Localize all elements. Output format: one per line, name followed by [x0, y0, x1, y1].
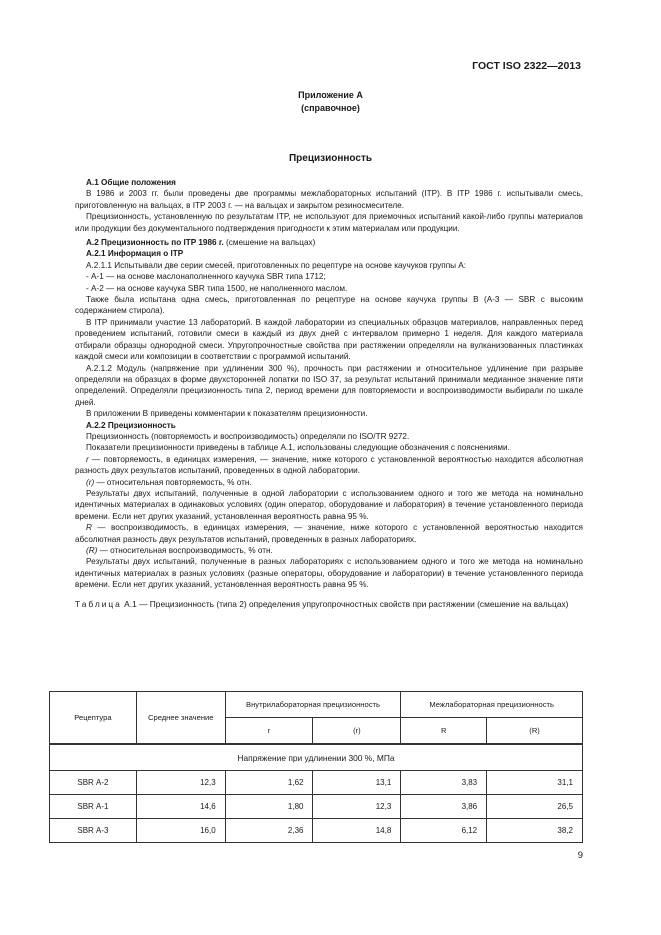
cell-mean: 16,0 [136, 819, 225, 843]
table-row [50, 819, 583, 843]
paragraph: А.2.1.2 Модуль (напряжение при удлинении 300 %), прочность при растяжении и относительное удлинение при разрыве определяли на образцах в форме двухсторонней лопатки по ISO 37, за результат испытаний принимали медианное значение пяти определений. Определяли прецизионность типа 2, период времени для повторяемости и воспроизводимости выбирали по шкале дней. [75, 363, 583, 407]
table-caption [75, 599, 583, 611]
section-a2-heading [75, 237, 583, 248]
definition-text: — относительная воспроизводимость, % отн. [97, 546, 273, 555]
table-row [50, 771, 583, 795]
annex-title: Приложение А [298, 90, 363, 100]
page-number: 9 [577, 850, 583, 861]
subcol-r: r [225, 718, 313, 745]
section-a22-heading: А.2.2 Прецизионность [86, 420, 176, 430]
definition-text: — относительная повторяемость, % отн. [94, 477, 252, 487]
cell-mean: 12,3 [136, 771, 225, 795]
definition-r [75, 454, 583, 477]
cell-r: 1,62 [225, 771, 313, 795]
symbol-rel-R: (R) [86, 546, 98, 555]
definition-R [75, 522, 583, 545]
section-a1-heading: А.1 Общие положения [86, 178, 176, 187]
cell-r: 1,80 [225, 795, 313, 819]
col-within-lab-header: Внутрилабораторная прецизионность [225, 692, 401, 718]
paragraph: Показатели прецизионности приведены в таблице А.1, использованы следующие обозначения с пояснениями. [86, 443, 510, 453]
table-caption-label: Таблица [75, 598, 122, 609]
cell-rel-R: 31,1 [487, 771, 583, 795]
document-body [75, 177, 583, 610]
definition-text: — повторяемость, в единицах измерения, — значение, ниже которого с установленной вероятностью находится абсолютная разность двух результатов испытаний, проведенных в одной лаборатории. [75, 454, 583, 476]
cell-recipe: SBR А-2 [50, 771, 137, 795]
cell-rel-r: 12,3 [313, 795, 401, 819]
col-recipe-header: Рецептура [50, 692, 137, 745]
paragraph: В 1986 и 2003 гг. были проведены две программы межлабораторных испытаний (ITP). В ITP 1986 г. испытывали смесь, приготовленную на вальцах, в ITP 2003 г. — на вальцах и закрытом резиносмесителе. [75, 189, 583, 210]
paragraph: Результаты двух испытаний, полученные в разных лабораториях с использованием одного и того же метода на номинально идентичных материалах в разных условиях (разные операторы, оборудование и лаборатории) в течение установленного периода времени. Если нет других указаний, установленная вероятность равна 95 %. [75, 557, 583, 590]
definition-text: — воспроизводимость, в единицах измерения, — значение, ниже которого с установленной вероятностью находится абсолютная разность двух результатов испытаний, проведенных в разных лабораториях. [75, 523, 583, 544]
cell-rel-r: 13,1 [313, 771, 401, 795]
section-a2-title: А.2 Прецизионность по ITP 1986 г. [86, 238, 224, 248]
subcol-R: R [401, 718, 487, 745]
col-mean-header: Среднее значение [136, 692, 225, 745]
table-caption-text: А.1 — Прецизионность (типа 2) определения упругопрочностных свойств при растяжении (смешение на вальцах) [121, 598, 569, 609]
cell-rel-r: 14,8 [313, 819, 401, 843]
cell-R: 3,83 [401, 771, 487, 795]
paragraph: Прецизионность (повторяемость и воспроизводимость) определяли по ISO/TR 9272. [86, 431, 410, 441]
cell-rel-R: 38,2 [487, 819, 583, 843]
table-section-label: Напряжение при удлинении 300 %, МПа [50, 744, 583, 771]
section-a21-heading: А.2.1 Информация о ITP [86, 249, 184, 259]
standard-designation: ГОСТ ISO 2322—2013 [472, 60, 581, 72]
subcol-rel-r: (r) [313, 718, 401, 745]
annex-heading [0, 89, 661, 115]
paragraph: В приложении В приведены комментарии к показателям прецизионности. [86, 409, 368, 419]
cell-r: 2,36 [225, 819, 313, 843]
list-item: - А-1 — на основе маслонаполненного каучука SBR типа 1712; [86, 272, 326, 282]
cell-recipe: SBR А-1 [50, 795, 137, 819]
list-item: - А-2 — на основе каучука SBR типа 1500, не наполненного маслом. [86, 283, 348, 293]
cell-rel-R: 26,5 [487, 795, 583, 819]
cell-recipe: SBR А-3 [50, 819, 137, 843]
annex-subtitle: (справочное) [301, 103, 360, 113]
subcol-rel-R: (R) [487, 718, 583, 745]
symbol-r: r [86, 454, 89, 464]
cell-mean: 14,6 [136, 795, 225, 819]
cell-R: 3,86 [401, 795, 487, 819]
paragraph: Прецизионность, установленную по результатам ITP, не используют для приемочных испытаний какой-либо группы материалов или продукции без документального подтверждения пригодности к этим материалам или продукции. [75, 212, 583, 233]
precision-table [49, 691, 583, 843]
symbol-R: R [86, 523, 92, 533]
paragraph: Результаты двух испытаний, полученные в одной лаборатории с использованием одного и того же метода на номинально идентичных материалах в одинаковых условиях (один оператор, оборудование и лаборатория) в течение установленного периода времени. Если нет других указаний, установленная вероятность равна 95 %. [75, 488, 583, 521]
paragraph: А.2.1.1 Испытывали две серии смесей, приготовленных по рецептуре на основе каучуков группы А: [86, 260, 467, 270]
col-between-lab-header: Межлабораторная прецизионность [401, 692, 583, 718]
definition-rel-r [75, 477, 583, 488]
cell-R: 6,12 [401, 819, 487, 843]
table-row [50, 795, 583, 819]
symbol-rel-r: (r) [86, 477, 95, 487]
paragraph: В ITP принимали участие 13 лабораторий. В каждой лаборатории из специальных образцов материалов, направленных перед проведением испытаний, готовили смеси в каждый из двух дней с интервалом примерно 1 неделя. Для каждого материала отбирали образцы однородной смеси. Упругопрочностные свойства при растяжении определяли на вулканизованных пластинках каждой смеси или композиции в соответствии с программой испытаний. [75, 317, 583, 362]
paragraph: Также была испытана одна смесь, приготовленная по рецептуре на основе каучука группы В (А-3 — SBR с высоким содержанием стирола). [75, 295, 583, 316]
section-a2-note: (смешение на вальцах) [226, 238, 316, 248]
document-title: Прецизионность [288, 153, 373, 164]
definition-rel-R [75, 545, 583, 556]
